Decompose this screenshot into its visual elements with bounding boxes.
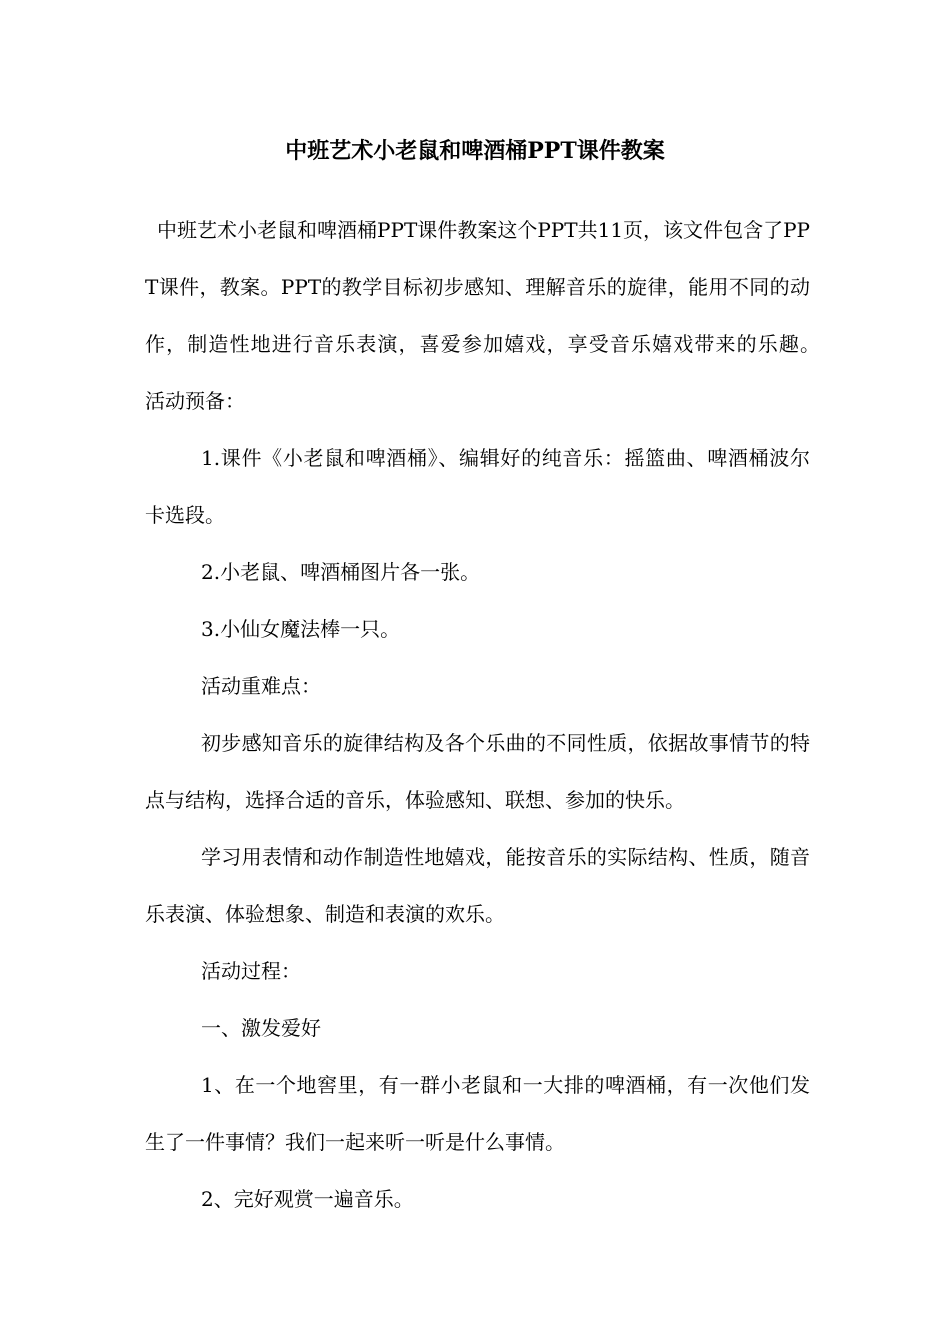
prep-item-2: 2.小老鼠、啤酒桶图片各一张。 xyxy=(201,560,481,584)
section-heading-1: 一、激发爱好 xyxy=(201,1016,321,1040)
key-point-1: 初步感知音乐的旋律结构及各个乐曲的不同性质，依据故事情节的特点与结构，选择合适的音乐，体验感知、联想、参加的快乐。 xyxy=(145,731,810,812)
document-body xyxy=(145,202,850,1228)
key-point-2: 学习用表情和动作制造性地嬉戏，能按音乐的实际结构、性质，随音乐表演、体验想象、制造和表演的欢乐。 xyxy=(145,845,810,926)
process-step-2: 2、完好观赏一遍音乐。 xyxy=(201,1187,414,1211)
intro-paragraph: 中班艺术小老鼠和啤酒桶PPT课件教案这个PPT共11页，该文件包含了PPT课件，教案。PPT的教学目标初步感知、理解音乐的旋律，能用不同的动作，制造性地进行音乐表演，喜爱参加嬉戏，享受音乐嬉戏带来的乐趣。 活动预备： xyxy=(145,218,850,413)
key-points-heading: 活动重难点： xyxy=(201,674,321,698)
document-title: 中班艺术小老鼠和啤酒桶PPT课件教案 xyxy=(285,138,665,164)
prep-item-1: 1.课件《小老鼠和啤酒桶》、编辑好的纯音乐：摇篮曲、啤酒桶波尔卡选段。 xyxy=(145,446,810,527)
process-heading: 活动过程： xyxy=(201,959,301,983)
prep-item-3: 3.小仙女魔法棒一只。 xyxy=(201,617,401,641)
process-step-1: 1、在一个地窖里，有一群小老鼠和一大排的啤酒桶，有一次他们发生了一件事情？我们一起来听一听是什么事情。 xyxy=(145,1073,810,1154)
